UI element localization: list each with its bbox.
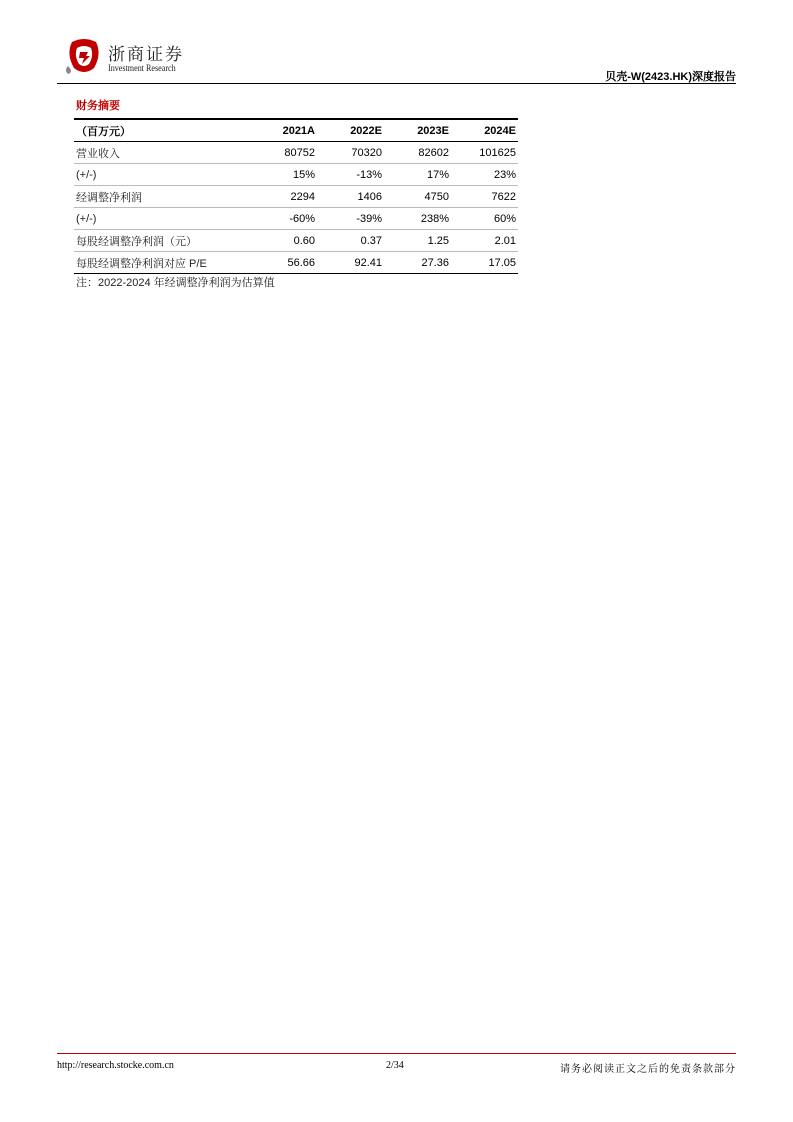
table-cell: 56.66 xyxy=(250,252,317,274)
table-cell: 7622 xyxy=(451,186,518,208)
table-row xyxy=(74,164,518,186)
table-row xyxy=(74,186,518,208)
footer-disclaimer: 请务必阅读正文之后的免责条款部分 xyxy=(560,1064,736,1075)
table-cell: 17% xyxy=(384,164,451,186)
table-cell: 60% xyxy=(451,208,518,230)
section-title: 财务摘要 xyxy=(76,100,120,112)
row-label: 每股经调整净利润（元） xyxy=(74,230,250,252)
financial-summary-table xyxy=(74,118,518,274)
report-title: 贝壳-W(2423.HK)深度报告 xyxy=(605,71,736,83)
row-label: (+/-) xyxy=(74,164,250,186)
row-label: (+/-) xyxy=(74,208,250,230)
table-cell: 4750 xyxy=(384,186,451,208)
table-row xyxy=(74,208,518,230)
table-cell: 92.41 xyxy=(317,252,384,274)
table-row xyxy=(74,142,518,164)
table-cell: 1.25 xyxy=(384,230,451,252)
table-cell: 0.60 xyxy=(250,230,317,252)
table-note: 注：2022-2024 年经调整净利润为估算值 xyxy=(76,277,275,289)
table-cell: 70320 xyxy=(317,142,384,164)
table-cell: 15% xyxy=(250,164,317,186)
row-label: 营业收入 xyxy=(74,142,250,164)
table-cell: -13% xyxy=(317,164,384,186)
table-cell: 1406 xyxy=(317,186,384,208)
column-header-unit: （百万元） xyxy=(74,119,250,142)
zheshang-securities-logo xyxy=(64,36,104,76)
row-label: 每股经调整净利润对应 P/E xyxy=(74,252,250,274)
table-cell: 238% xyxy=(384,208,451,230)
table-cell: 2.01 xyxy=(451,230,518,252)
column-header-year: 2021A xyxy=(250,119,317,142)
table-cell: 0.37 xyxy=(317,230,384,252)
table-cell: 23% xyxy=(451,164,518,186)
table-cell: 2294 xyxy=(250,186,317,208)
column-header-year: 2024E xyxy=(451,119,518,142)
table-cell: 101625 xyxy=(451,142,518,164)
brand-name-en: Investment Research xyxy=(108,63,176,73)
table-cell: -60% xyxy=(250,208,317,230)
column-header-year: 2023E xyxy=(384,119,451,142)
table-row xyxy=(74,252,518,274)
table-header-row xyxy=(74,119,518,142)
table-cell: 80752 xyxy=(250,142,317,164)
header-divider xyxy=(57,83,736,84)
table-row xyxy=(74,230,518,252)
row-label: 经调整净利润 xyxy=(74,186,250,208)
footer-divider xyxy=(57,1053,736,1054)
table-cell: -39% xyxy=(317,208,384,230)
brand-name-cn: 浙商证券 xyxy=(108,45,184,65)
page-header xyxy=(0,0,793,86)
table-cell: 17.05 xyxy=(451,252,518,274)
column-header-year: 2022E xyxy=(317,119,384,142)
table-cell: 27.36 xyxy=(384,252,451,274)
footer-url-link[interactable]: http://research.stocke.com.cn xyxy=(57,1060,174,1071)
table-cell: 82602 xyxy=(384,142,451,164)
page-number: 2/34 xyxy=(386,1060,404,1071)
